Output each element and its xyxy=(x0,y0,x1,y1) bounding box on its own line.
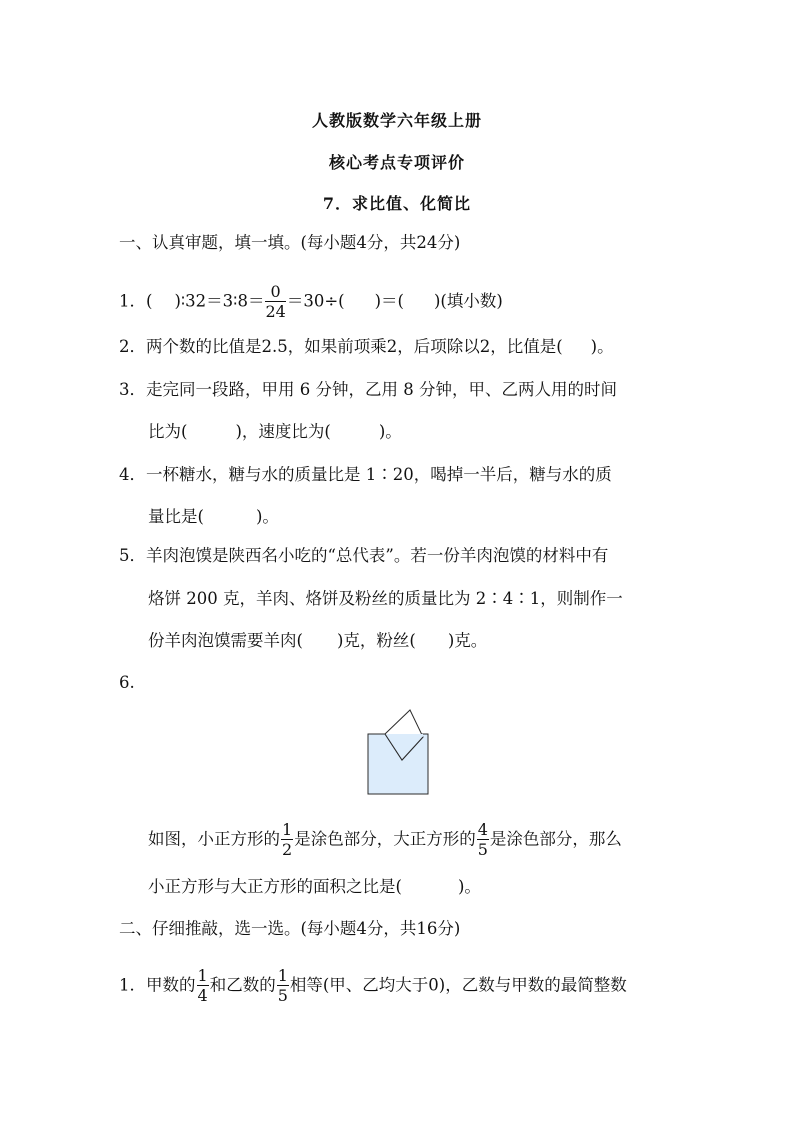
question-1-4-line2: 量比是( )。 xyxy=(148,507,279,526)
header-subtitle: 核心考点专项评价 xyxy=(328,153,465,172)
fraction-0-over-24: $\frac{0}{24}$ xyxy=(265,282,286,321)
fraction-1-over-5: $\frac{1}{5}$ xyxy=(277,966,288,1005)
question-2-1: 1．甲数的 $\frac{1}{4}$ 和乙数的 $\frac{1}{5}$ 相等(甲、乙均大于0)，乙数与甲数的最简整数 xyxy=(119,966,627,1005)
question-1-1: 1．( )∶32＝3∶8＝ $\frac{0}{24}$ ＝30÷( )＝( )(填小数) xyxy=(119,282,503,321)
fraction-4-over-5: $\frac{4}{5}$ xyxy=(477,820,488,859)
question-1-6-line2: 小正方形与大正方形的面积之比是( )。 xyxy=(148,877,481,896)
question-1-3-line1: 3．走完同一段路，甲用 6 分钟，乙用 8 分钟，甲、乙两人用的时间 xyxy=(119,380,617,399)
question-1-5-line1: 5．羊肉泡馍是陕西名小吃的“总代表”。若一份羊肉泡馍的材料中有 xyxy=(119,546,609,565)
header-title: 人教版数学六年级上册 xyxy=(311,111,482,130)
question-1-3-line2: 比为( )，速度比为( )。 xyxy=(148,422,402,441)
question-1-6-line1: 如图，小正方形的 $\frac{1}{2}$ 是涂色部分，大正方形的 $\frac{4}{5}$ 是涂色部分，那么 xyxy=(148,820,622,859)
header-topic: 7．求比值、化简比 xyxy=(322,194,472,213)
question-1-2: 2．两个数的比值是2.5，如果前项乘2，后项除以2，比值是( )。 xyxy=(119,337,614,356)
question-1-4-line1: 4．一杯糖水，糖与水的质量比是 1∶20，喝掉一半后，糖与水的质 xyxy=(119,465,612,484)
section2-heading: 二、仔细推敲，选一选。(每小题4分，共16分) xyxy=(119,919,461,938)
section1-heading: 一、认真审题，填一填。(每小题4分，共24分) xyxy=(119,233,461,252)
fraction-1-over-4: $\frac{1}{4}$ xyxy=(197,966,208,1005)
fraction-1-over-2: $\frac{1}{2}$ xyxy=(282,820,293,859)
question-1-5-line3: 份羊肉泡馍需要羊肉( )克，粉丝( )克。 xyxy=(148,631,488,650)
question-1-6-number: 6. xyxy=(119,673,135,692)
squares-figure xyxy=(366,706,430,796)
question-1-5-line2: 烙饼 200 克，羊肉、烙饼及粉丝的质量比为 2∶4∶1，则制作一 xyxy=(148,589,623,608)
